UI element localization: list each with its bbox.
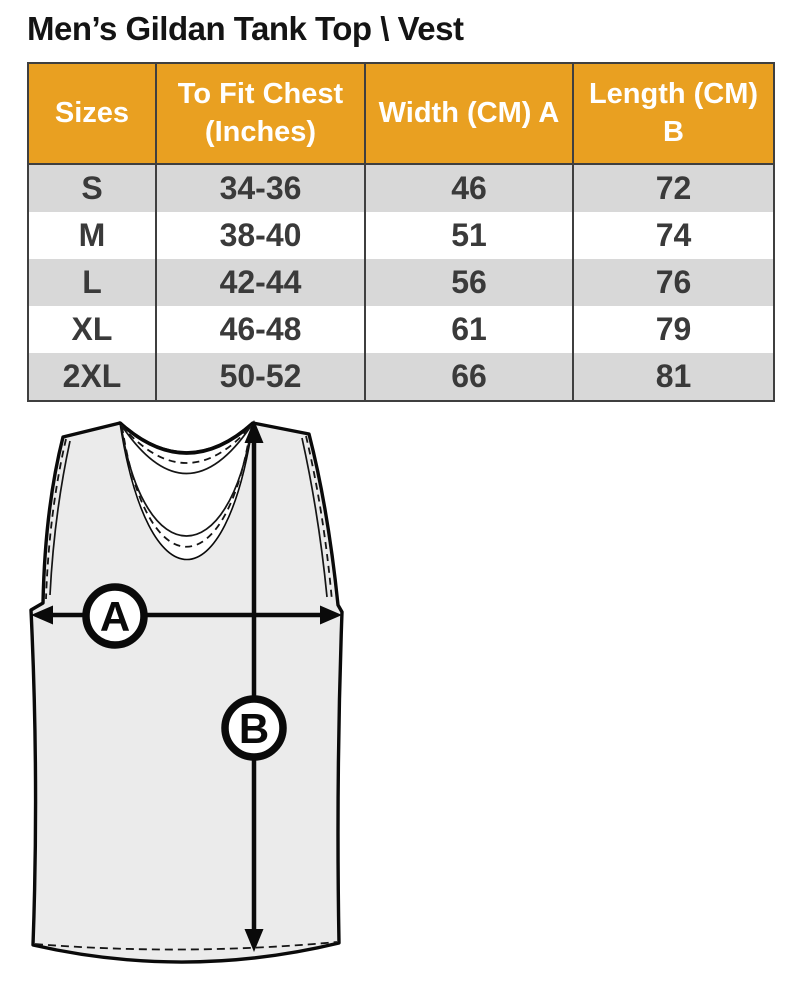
tank-top-diagram [25, 413, 357, 985]
cell-size: L [28, 259, 156, 306]
cell-size: 2XL [28, 353, 156, 401]
table-row [28, 353, 774, 401]
cell-width: 66 [365, 353, 573, 401]
table-row [28, 212, 774, 259]
cell-length: 72 [573, 164, 774, 212]
column-header-length: Length (CM) B [573, 63, 774, 164]
cell-chest: 42-44 [156, 259, 365, 306]
cell-width: 46 [365, 164, 573, 212]
cell-size: XL [28, 306, 156, 353]
length-label: B [238, 705, 270, 752]
table-row [28, 306, 774, 353]
table-header-row [28, 63, 774, 164]
cell-length: 81 [573, 353, 774, 401]
cell-length: 74 [573, 212, 774, 259]
width-label-badge [86, 587, 144, 645]
cell-chest: 34-36 [156, 164, 365, 212]
column-header-chest: To Fit Chest (Inches) [156, 63, 365, 164]
cell-length: 79 [573, 306, 774, 353]
cell-size: S [28, 164, 156, 212]
cell-length: 76 [573, 259, 774, 306]
cell-width: 61 [365, 306, 573, 353]
column-header-size: Sizes [28, 63, 156, 164]
cell-chest: 50-52 [156, 353, 365, 401]
cell-width: 51 [365, 212, 573, 259]
column-header-width: Width (CM) A [365, 63, 573, 164]
page-title: Men’s Gildan Tank Top \ Vest [27, 10, 464, 47]
cell-width: 56 [365, 259, 573, 306]
size-chart-table [27, 62, 775, 402]
tank-top-illustration [25, 413, 357, 985]
cell-size: M [28, 212, 156, 259]
table-row [28, 259, 774, 306]
cell-chest: 46-48 [156, 306, 365, 353]
size-table-body [28, 164, 774, 401]
table-row [28, 164, 774, 212]
width-label: A [99, 593, 131, 640]
cell-chest: 38-40 [156, 212, 365, 259]
length-label-badge [225, 699, 283, 757]
